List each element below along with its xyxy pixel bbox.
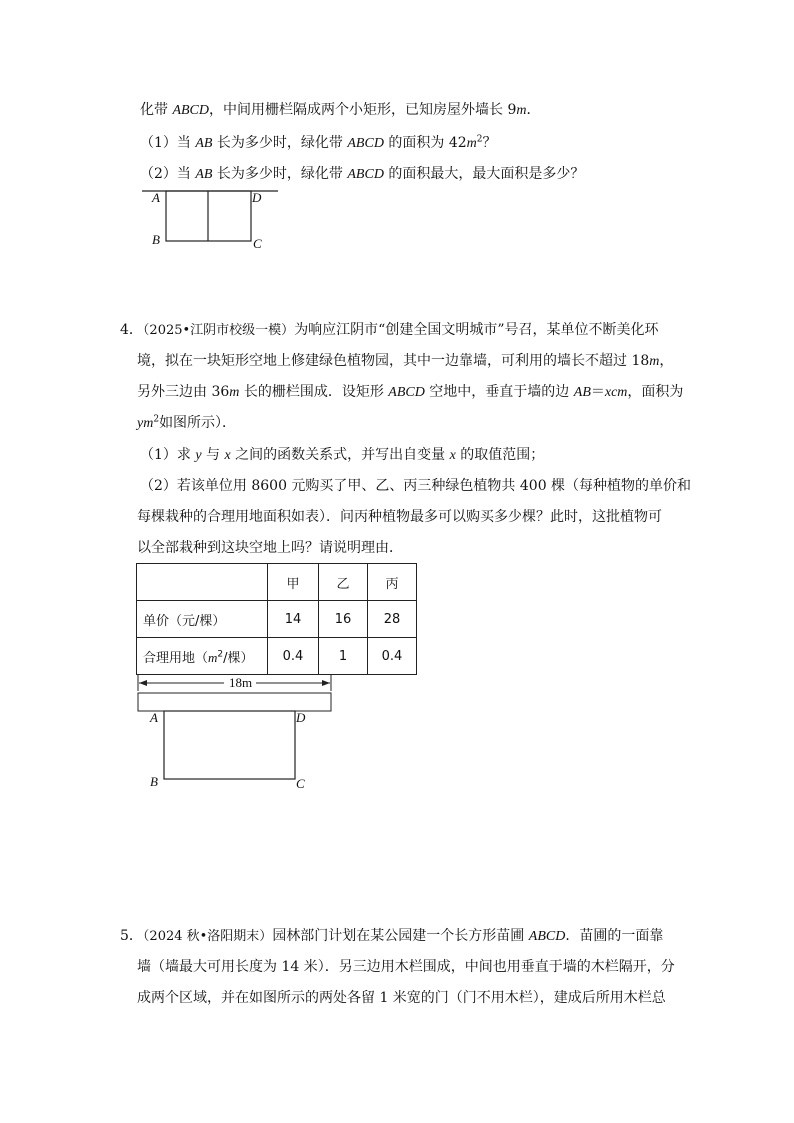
problem4-question2-line1: （2）若该单位用 8600 元购买了甲、乙、丙三种绿色植物共 400 棵（每种植物的单价和: [140, 478, 692, 494]
arrow-right-icon: [322, 680, 330, 686]
garden-rectangle: [164, 711, 295, 779]
problem4-text-line1: 4．（2025•江阴市校级一模）为响应江阴市“创建全国文明城市”号召，某单位不断美化环: [120, 322, 659, 338]
table-row: [137, 638, 417, 675]
table-header-row: [137, 564, 417, 601]
problem3-question2: （2）当 AB 长为多少时，绿化带 ABCD 的面积最大，最大面积是多少？: [140, 166, 585, 182]
label-B: B: [152, 232, 160, 247]
problem4-text-line4: $ym^2$如图所示）．: [137, 414, 237, 431]
problem4-text-line3: 另外三边由 36m 长的栅栏围成．设矩形 ABCD 空地中，垂直于墙的边 AB＝xcm，面积为: [137, 384, 684, 400]
table-row-label: 合理用地（$m^2/$棵）: [137, 638, 268, 675]
table-row: [137, 601, 417, 638]
label-D: D: [296, 710, 306, 725]
table-row-label: 单价（元/棵）: [137, 601, 268, 638]
problem5-text-line1: 5．（2024 秋•洛阳期末）园林部门计划在某公园建一个长方形苗圃 ABCD．苗圃的一面靠: [120, 928, 664, 944]
table-cell: 14: [268, 601, 319, 638]
table-cell: 0.4: [268, 638, 319, 675]
wall-length-label: 18m: [229, 675, 253, 690]
problem5-number: 5．: [120, 928, 143, 944]
table-header-cell: 乙: [319, 564, 368, 601]
table-header-cell: 丙: [368, 564, 417, 601]
problem3-figure: [140, 186, 285, 252]
label-B: B: [150, 774, 158, 789]
problem4-question2-line3: 以全部栽种到这块空地上吗？请说明理由．: [137, 540, 403, 556]
table-header-cell: [137, 564, 268, 601]
problem4-figure: [136, 672, 336, 794]
plant-price-table: [136, 563, 417, 675]
table-cell: 28: [368, 601, 417, 638]
problem5-text-line2: 墙（墙最大可用长度为 14 米）．另三边用木栏围成，中间也用垂直于墙的木栏隔开，分: [137, 959, 675, 975]
table-cell: 1: [319, 638, 368, 675]
problem3-question1: （1）当 AB 长为多少时，绿化带 ABCD 的面积为 $42m^2$？: [140, 134, 497, 151]
wall-band: [138, 693, 331, 711]
problem3-text-line1: 化带 ABCD，中间用栅栏隔成两个小矩形，已知房屋外墙长 9m．: [140, 102, 541, 118]
table-header-cell: 甲: [268, 564, 319, 601]
label-A: A: [150, 710, 158, 725]
arrow-left-icon: [139, 680, 147, 686]
problem5-text-line3: 成两个区域，并在如图所示的两处各留 1 米宽的门（门不用木栏），建成后所用木栏总: [137, 990, 666, 1006]
problem5-source: （2024 秋•洛阳期末）: [142, 929, 273, 944]
label-C: C: [253, 236, 262, 251]
problem4-question1: （1）求 y 与 x 之间的函数关系式，并写出自变量 x 的取值范围；: [140, 447, 545, 463]
problem4-question2-line2: 每棵栽种的合理用地面积如表）．问丙种植物最多可以购买多少棵？此时，这批植物可: [137, 509, 662, 525]
problem4-source: （2025•江阴市校级一模）: [142, 323, 295, 338]
problem4-number: 4．: [120, 322, 143, 338]
table-cell: 0.4: [368, 638, 417, 675]
label-D: D: [252, 190, 262, 205]
table-cell: 16: [319, 601, 368, 638]
label-C: C: [296, 776, 305, 791]
problem4-text-line2: 境，拟在一块矩形空地上修建绿色植物园，其中一边靠墙，可利用的墙长不超过 18m，: [137, 353, 674, 369]
label-A: A: [152, 190, 160, 205]
